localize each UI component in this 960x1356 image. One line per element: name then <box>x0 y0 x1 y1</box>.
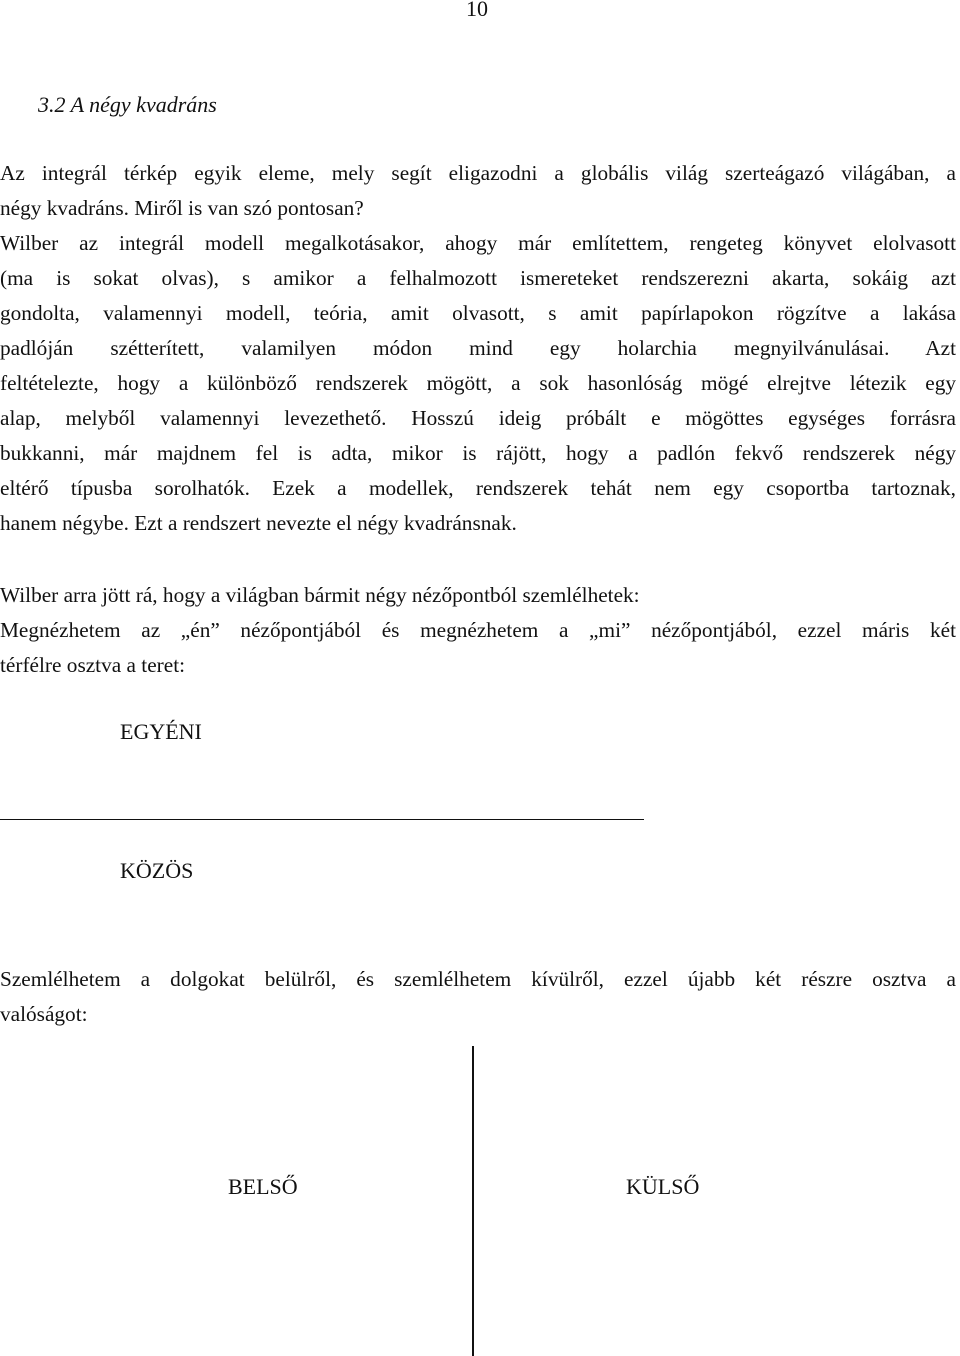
paragraph-line: eltérő típusba sorolhatók. Ezek a modellek, rendszerek tehát nem egy csoportba tartoznak, <box>0 476 956 500</box>
paragraph-line: bukkanni, már majdnem fel is adta, mikor is rájött, hogy a padlón fekvő rendszerek négy <box>0 441 956 465</box>
paragraph-line: Az integrál térkép egyik eleme, mely segít eligazodni a globális világ szerteágazó világában, a <box>0 161 956 185</box>
page-number: 10 <box>466 0 488 21</box>
paragraph-line: Wilber az integrál modell megalkotásakor, ahogy már említettem, rengeteg könyvet elolvasott <box>0 231 956 255</box>
label-interior: BELSŐ <box>228 1174 298 1199</box>
paragraph-line: hanem négybe. Ezt a rendszert nevezte el négy kvadránsnak. <box>0 511 517 535</box>
paragraph-line: Szemlélhetem a dolgokat belülről, és szemlélhetem kívülről, ezzel újabb két részre osztva a <box>0 967 956 991</box>
paragraph-line: térfélre osztva a teret: <box>0 653 186 677</box>
paragraph-line: Megnézhetem az „én” nézőpontjából és megnézhetem a „mi” nézőpontjából, ezzel máris két <box>0 618 956 642</box>
vertical-divider <box>472 1046 474 1356</box>
horizontal-divider <box>0 819 644 820</box>
paragraph-viewpoints <box>0 578 956 683</box>
paragraph-line: padlóján szétterített, valamilyen módon mind egy holarchia megnyilvánulásai. Azt <box>0 336 956 360</box>
section-title: 3.2 A négy kvadráns <box>38 92 217 117</box>
label-exterior: KÜLSŐ <box>626 1174 700 1199</box>
paragraph-line: Wilber arra jött rá, hogy a világban bármit négy nézőpontból szemlélhetek: <box>0 583 640 607</box>
paragraph-line: (ma is sokat olvas), s amikor a felhalmozott ismereteket rendszerezni akarta, sokáig azt <box>0 266 956 290</box>
label-collective: KÖZÖS <box>120 858 194 883</box>
paragraph-line: valóságot: <box>0 1002 88 1026</box>
paragraph-line: feltételezte, hogy a különböző rendszerek mögött, a sok hasonlóság mögé elrejtve létezik egy <box>0 371 956 395</box>
paragraph-line: alap, melyből valamennyi levezethető. Hosszú ideig próbált e mögöttes egységes forrásra <box>0 406 956 430</box>
paragraph-line: négy kvadráns. Miről is van szó pontosan? <box>0 196 364 220</box>
paragraph-intro <box>0 156 956 541</box>
paragraph-inside-outside <box>0 962 956 1032</box>
paragraph-line: gondolta, valamennyi modell, teória, amit olvasott, s amit papírlapokon rögzítve a lakása <box>0 301 956 325</box>
label-individual: EGYÉNI <box>120 719 202 744</box>
